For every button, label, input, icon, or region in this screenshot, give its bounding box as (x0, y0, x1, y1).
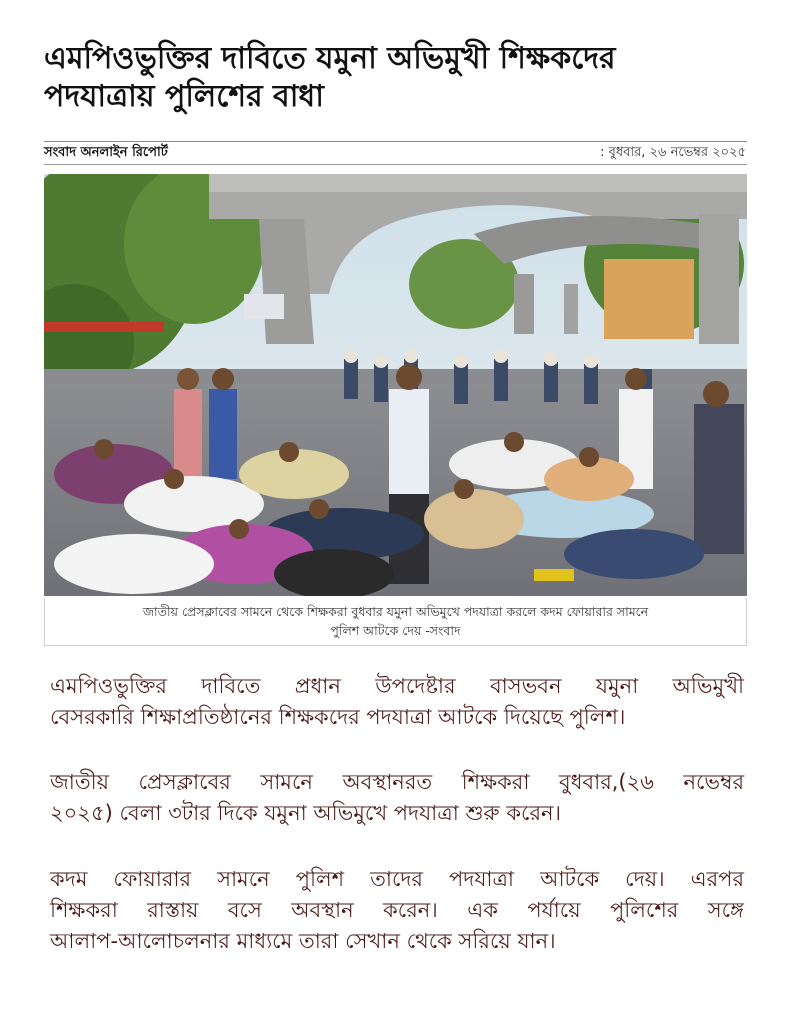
paragraph-line: ২০২৫) বেলা ৩টার দিকে যমুনা অভিমুখে পদযাত্রা শুরু করেন। (50, 801, 562, 825)
headline-line-1: এমপিওভুক্তির দাবিতে যমুনা অভিমুখী শিক্ষকদের (44, 41, 616, 76)
news-photo (44, 174, 747, 596)
paragraph-line: বেসরকারি শিক্ষাপ্রতিষ্ঠানের শিক্ষকদের পদযাত্রা আটকে দিয়েছে পুলিশ। (50, 705, 626, 729)
article-paragraph-3 (50, 864, 744, 957)
headline-line-2: পদযাত্রায় পুলিশের বাধা (44, 79, 324, 114)
photo-caption (44, 598, 747, 646)
byline: সংবাদ অনলাইন রিপোর্ট (44, 145, 168, 160)
news-photo-illustration (44, 174, 747, 596)
header-rule-top (44, 141, 747, 142)
header-rule-bottom (44, 164, 747, 165)
caption-line-2: পুলিশ আটকে দেয় -সংবাদ (330, 623, 461, 638)
caption-line-1: জাতীয় প্রেসক্লাবের সামনে থেকে শিক্ষকরা বুধবার যমুনা অভিমুখে পদযাত্রা করলে কদম ফোয়ারার সামনে (142, 604, 649, 619)
paragraph-line: কদম ফোয়ারার সামনে পুলিশ তাদের পদযাত্রা আটকে দেয়। এরপর (50, 867, 744, 891)
dateline: : বুধবার, ২৬ নভেম্বর ২০২৫ (600, 145, 746, 160)
paragraph-line: আলাপ-আলোচলনার মাধ্যমে তারা সেখান থেকে সরিয়ে যান। (50, 929, 556, 953)
article-headline (44, 40, 744, 116)
paragraph-line: জাতীয় প্রেসক্লাবের সামনে অবস্থানরত শিক্ষকরা বুধবার,(২৬ নভেম্বর (50, 770, 744, 794)
article-paragraph-2 (50, 767, 744, 829)
paragraph-line: এমপিওভুক্তির দাবিতে প্রধান উপদেষ্টার বাসভবন যমুনা অভিমুখী (50, 674, 744, 698)
paragraph-line: শিক্ষকরা রাস্তায় বসে অবস্থান করেন। এক পর্যায়ে পুলিশের সঙ্গে (50, 898, 744, 922)
article-paragraph-1 (50, 671, 744, 733)
